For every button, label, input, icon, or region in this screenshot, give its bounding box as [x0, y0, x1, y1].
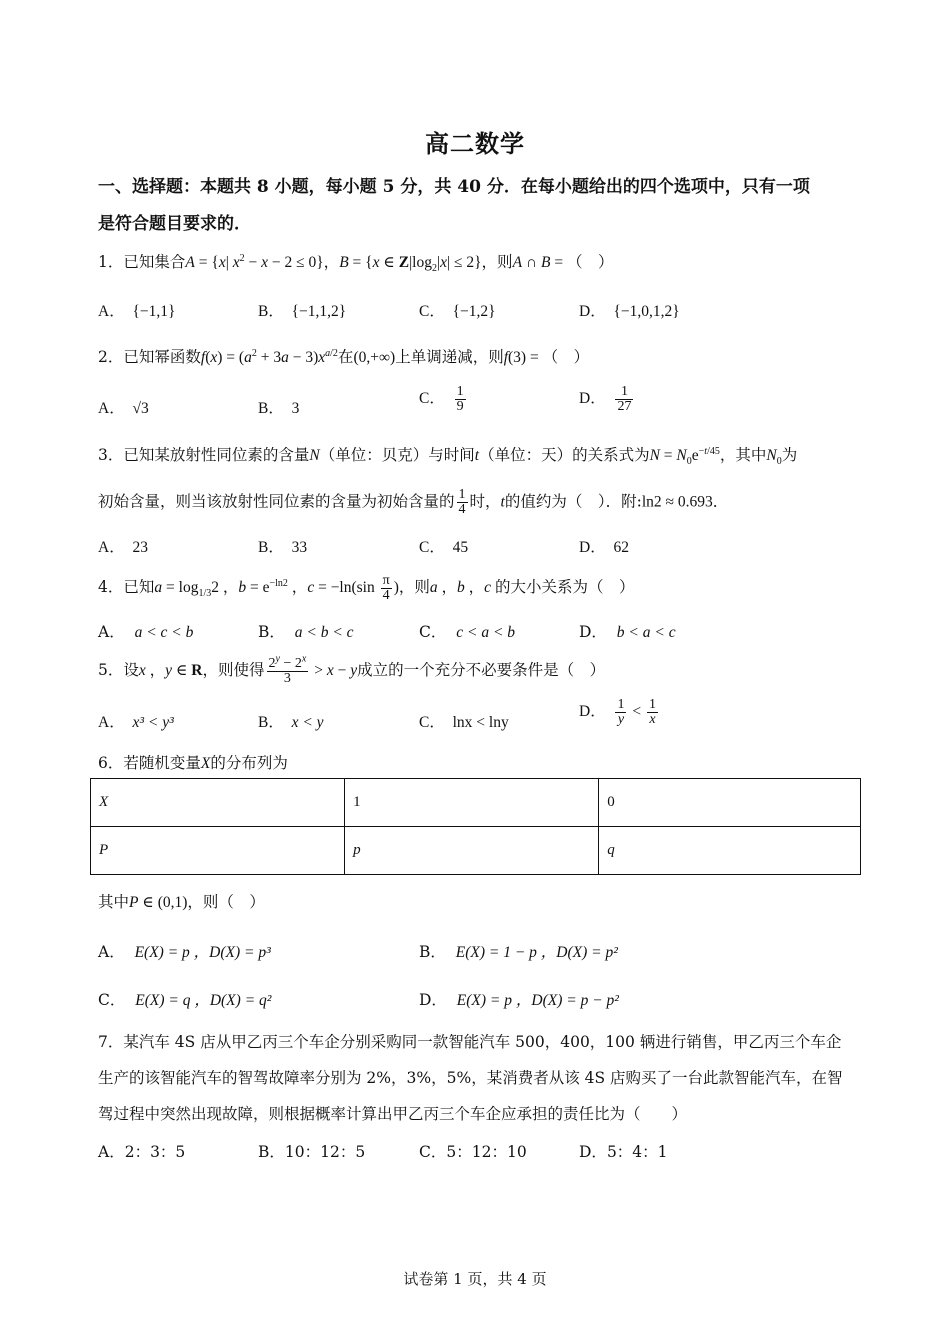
question-4: [98, 574, 634, 603]
question-text: 已知: [123, 578, 155, 597]
option-label: A．: [98, 943, 125, 961]
intersection-expression: A ∩ B =: [512, 254, 567, 271]
q5-option-c[interactable]: [419, 710, 509, 732]
q6-option-b[interactable]: [419, 940, 618, 962]
q1-option-a[interactable]: [98, 299, 175, 321]
option-label: C．: [419, 714, 445, 731]
question-7-line1: [98, 1030, 841, 1052]
option-label: D．: [579, 623, 607, 641]
question-text: 其中: [98, 893, 130, 911]
option-value: 2：3：5: [124, 1143, 186, 1161]
option-label: C．: [98, 991, 126, 1009]
answer-blank: （ ）: [542, 348, 590, 366]
q7-option-a[interactable]: [98, 1140, 185, 1162]
fraction-1-27: $\frac{1}{27}$: [617, 384, 632, 414]
question-number: 3．: [98, 446, 124, 464]
q1-option-b[interactable]: [258, 299, 346, 321]
option-label: D．: [579, 390, 606, 408]
q3-option-d[interactable]: [579, 535, 629, 557]
q6-option-a[interactable]: [98, 940, 271, 962]
answer-blank: （ ）: [566, 253, 614, 271]
question-text: 的值约为（ ）．附:: [504, 492, 642, 511]
variable-x: X: [200, 755, 211, 772]
option-label: D．: [579, 703, 606, 721]
q7-option-d[interactable]: [579, 1140, 668, 1162]
question-3-line1: [98, 443, 798, 468]
q4-option-d[interactable]: [579, 620, 676, 642]
set-b-expression: B = {x ∈ $Z|\log_2|x| \le 2$}: [339, 254, 482, 275]
question-number: 2．: [98, 348, 124, 366]
question-text: ．: [712, 492, 729, 511]
option-label: D．: [579, 303, 606, 320]
question-text: ，则: [398, 578, 430, 597]
option-label: A．: [98, 714, 125, 731]
option-value: a < c < b: [134, 624, 194, 641]
question-6: [98, 751, 288, 773]
fraction-1-9: $\frac{1}{9}$: [456, 384, 464, 414]
question-text: （单位：贝克）与时间: [319, 446, 475, 464]
sqrt3-value: √3: [132, 400, 149, 417]
variable-n: N: [309, 447, 320, 464]
option-value: lnx < lny: [452, 714, 509, 731]
question-text: （单位：天）的关系式为: [479, 446, 650, 464]
option-label: B．: [258, 400, 284, 417]
option-value: E(X) = p ，D(X) = p³: [134, 944, 271, 961]
q1-option-d[interactable]: [579, 299, 680, 321]
option-value: 62: [613, 539, 629, 556]
option-value: 5：4：1: [606, 1143, 668, 1161]
q2-option-a[interactable]: [98, 396, 149, 418]
option-value: 5：12：10: [446, 1143, 527, 1161]
distribution-table: [90, 778, 861, 875]
question-text: ，其中: [719, 446, 767, 464]
question-text: 在: [337, 348, 354, 366]
q3-option-a[interactable]: [98, 535, 148, 557]
variable-n0: $N_0$: [766, 447, 782, 468]
xy-real-condition: x ，y ∈ R: [138, 662, 203, 680]
variable-t: t: [474, 447, 480, 464]
fraction-1-x: $\frac{1}{x}$: [648, 697, 656, 727]
question-number: 5．: [98, 661, 124, 680]
q6-option-d[interactable]: [419, 988, 619, 1010]
table-cell: 0: [599, 779, 861, 827]
option-value: x³ < y³: [132, 714, 174, 731]
question-text: 已知集合: [123, 253, 186, 271]
q4-option-c[interactable]: [419, 620, 515, 642]
equals-sign: =: [194, 254, 212, 271]
f3-expression: f(3) =: [503, 349, 543, 366]
option-value: 33: [291, 539, 308, 556]
question-1: [98, 250, 614, 275]
question-text: 某汽车 4S 店从甲乙丙三个车企分别采购同一款智能汽车 500，400，100 辆进行销售，甲乙丙三个车企: [123, 1033, 842, 1051]
question-text: ，则使得: [202, 661, 265, 680]
question-number: 6．: [98, 754, 124, 772]
decay-formula: $N = N_0e^{-t/45}$: [649, 445, 720, 468]
table-cell: 1: [345, 779, 599, 827]
question-number: 7．: [98, 1033, 124, 1051]
question-text: ，则: [481, 253, 513, 271]
section-heading-line2: 是符合题目要求的．: [98, 214, 251, 234]
option-label: B．: [419, 943, 446, 961]
power-function-expression: $f(x) = (a^2 + 3a - 3)x^{a/2}$: [200, 347, 338, 366]
option-label: B．: [258, 714, 284, 731]
ln2-approximation: ln2 ≈ 0.693: [641, 493, 713, 511]
question-text: 设: [123, 661, 139, 680]
inequality-expression: $\frac{2^y - 2^x}{3}$ > x − y: [268, 653, 358, 686]
question-text: 为: [781, 446, 798, 464]
question-7-line2: 生产的该智能汽车的智驾故障率分别为 2%，3%，5%，某消费者从该 4S 店购买了一台此款智能汽车，在智: [98, 1069, 843, 1087]
question-text: 已知幂函数: [123, 348, 201, 366]
q5-option-a[interactable]: [98, 710, 174, 732]
q5-option-d[interactable]: D． $\frac{1}{y}$ < $\frac{1}{x}$: [579, 697, 656, 727]
q1-option-c[interactable]: [419, 299, 496, 321]
question-text: ，: [323, 253, 340, 271]
abc-variables: a ，b ，c: [429, 579, 492, 597]
option-label: C．: [419, 390, 445, 408]
option-value: 23: [132, 539, 148, 556]
option-value: a < b < c: [294, 624, 354, 641]
option-label: C．: [419, 1143, 447, 1161]
question-text: 的分布列为: [210, 754, 288, 772]
p-range-expression: P ∈ (0,1): [129, 894, 188, 911]
q4-option-a[interactable]: [98, 620, 193, 642]
option-label: B．: [258, 623, 285, 641]
variable-t: t: [500, 493, 505, 511]
option-value: c < a < b: [456, 624, 516, 641]
question-text: 若随机变量: [123, 754, 201, 772]
question-text: 的大小关系为（ ）: [494, 578, 635, 597]
option-value: {−1,1,2}: [291, 303, 347, 320]
set-a-expression: A: [185, 254, 195, 271]
question-text: ，则（ ）: [187, 893, 265, 911]
option-label: B．: [258, 539, 284, 556]
option-value: b < a < c: [616, 624, 676, 641]
option-label: C．: [419, 303, 445, 320]
option-value: E(X) = q ，D(X) = q²: [135, 992, 272, 1009]
page-footer: 试卷第 1 页，共 4 页: [403, 1270, 547, 1288]
q6-option-c[interactable]: [98, 988, 271, 1010]
question-number: 1．: [98, 253, 124, 271]
question-2: [98, 345, 589, 367]
option-label: C．: [419, 539, 445, 556]
question-3-line2: [98, 488, 728, 517]
option-label: A．: [98, 623, 125, 641]
question-number: 4．: [98, 578, 124, 597]
option-value: x < y: [291, 714, 324, 731]
abc-definitions: $a = \log_{1/3}2$ ，$b = e^{-ln2}$ ，c = −ln(sin $\frac{\pi}{4}$ ): [154, 573, 399, 603]
option-label: B．: [258, 303, 284, 320]
fraction-1-4: $\frac{1}{4}$: [458, 487, 466, 517]
option-value: 10：12：5: [284, 1143, 366, 1161]
q7-option-b[interactable]: [258, 1140, 365, 1162]
fraction-1-y: $\frac{1}{y}$: [617, 697, 625, 727]
table-row: [91, 827, 861, 875]
option-value: {−1,1}: [132, 303, 176, 320]
question-text: 时，: [469, 492, 501, 511]
option-label: D．: [419, 991, 447, 1009]
option-label: D．: [579, 539, 606, 556]
option-label: C．: [419, 623, 447, 641]
option-label: A．: [98, 400, 125, 417]
question-7-line3: 驾过程中突然出现故障，则根据概率计算出甲乙丙三个车企应承担的责任比为（ ）: [98, 1105, 688, 1123]
option-label: B．: [258, 1143, 285, 1161]
q4-option-b[interactable]: [258, 620, 354, 642]
interval-expression: (0,+∞): [353, 349, 396, 366]
option-value: E(X) = p ，D(X) = p − p²: [456, 992, 619, 1009]
question-text: 成立的一个充分不必要条件是（ ）: [357, 661, 606, 680]
table-cell: q: [599, 827, 861, 875]
option-value: {−1,0,1,2}: [613, 303, 680, 320]
q7-option-c[interactable]: [419, 1140, 527, 1162]
q2-option-d[interactable]: [579, 385, 635, 414]
question-text: 已知某放射性同位素的含量: [123, 446, 310, 464]
table-row: [91, 779, 861, 827]
option-label: A．: [98, 303, 125, 320]
table-cell: X: [91, 779, 345, 827]
option-value: E(X) = 1 − p ，D(X) = p²: [455, 944, 618, 961]
option-value: {−1,2}: [452, 303, 496, 320]
q3-option-b[interactable]: [258, 535, 307, 557]
q2-option-c[interactable]: [419, 385, 468, 414]
section-heading-line1: 一、选择题：本题共 8 小题，每小题 5 分，共 40 分．在每小题给出的四个选项中，只有一项: [98, 177, 810, 197]
set-a-body: {x| $x^2 - x - 2 \le 0$}: [211, 252, 324, 271]
q2-option-b[interactable]: [258, 396, 299, 418]
table-cell: p: [345, 827, 599, 875]
question-5: [98, 653, 606, 686]
table-cell: P: [91, 827, 345, 875]
page-title: 高二数学: [425, 129, 525, 158]
q3-option-c[interactable]: [419, 535, 468, 557]
option-label: A．: [98, 1143, 125, 1161]
q5-option-b[interactable]: [258, 710, 324, 732]
question-6-condition: [98, 890, 265, 912]
option-value: 45: [452, 539, 469, 556]
option-value: 3: [291, 400, 300, 417]
question-text: 初始含量，则当该放射性同位素的含量为初始含量的: [98, 492, 455, 511]
option-label: D．: [579, 1143, 607, 1161]
question-text: 上单调递减，则: [395, 348, 504, 366]
option-label: A．: [98, 539, 125, 556]
